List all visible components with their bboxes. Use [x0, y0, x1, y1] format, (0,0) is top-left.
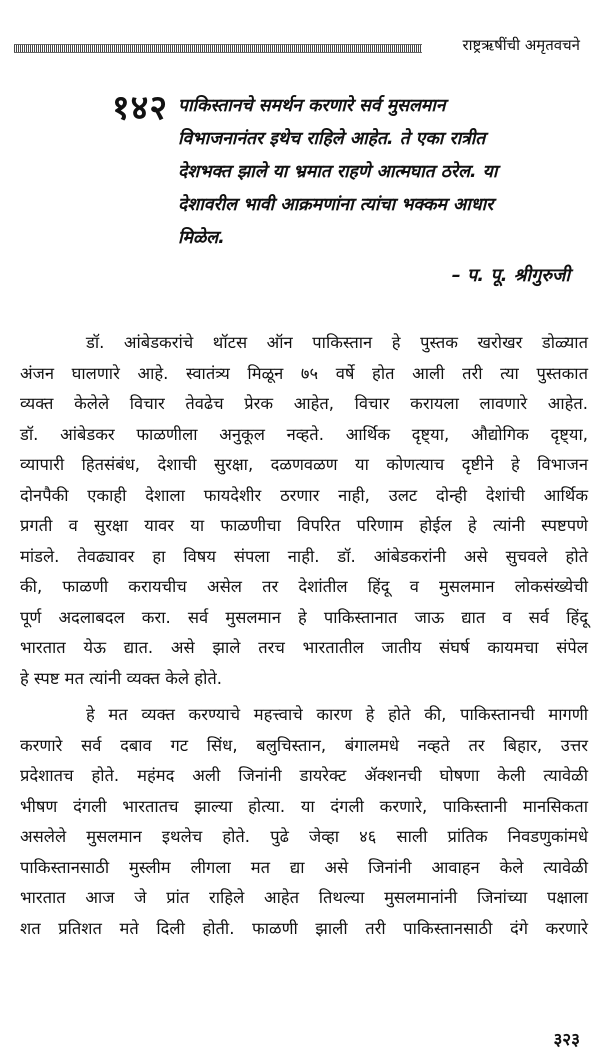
text-line: डॉ. आंबेडकर फाळणीला अनुकूल नव्हते. आर्थिक दृष्ट्या, औद्योगिक दृष्ट्या, — [20, 424, 588, 444]
text-line: अंजन घालणारे आहे. स्वातंत्र्य मिळून ७५ वर्षे होत आली तरी त्या पुस्तकात — [20, 363, 588, 383]
running-title: राष्ट्रऋषींची अमृतवचने — [462, 36, 580, 54]
text-line: पाकिस्तानसाठी मुस्लीम लीगला मत द्या असे जिनांनी आवाहन केले त्यावेळी — [20, 857, 588, 877]
quote-line: मिळेल. — [178, 228, 225, 248]
body-text — [20, 328, 588, 950]
text-line: हे मत व्यक्त करण्याचे महत्त्वाचे कारण हे होते की, पाकिस्तानची मागणी — [86, 705, 588, 724]
page-number: ३२३ — [553, 1030, 580, 1050]
text-line: करणारे सर्व दबाव गट सिंध, बलुचिस्तान, बंगालमधे नव्हते तर बिहार, उत्तर — [20, 735, 588, 755]
text-line: भीषण दंगली भारतातच झाल्या होत्या. या दंगली करणारे, पाकिस्तानी मानसिकता — [20, 796, 588, 816]
quote-line: देशावरील भावी आक्रमणांना त्यांचा भक्कम आधार — [178, 195, 494, 215]
quote-line: देशभक्त झाले या भ्रमात राहणे आत्मघात ठरेल. या — [178, 162, 498, 182]
text-line: व्यक्त केलेले विचार तेवढेच प्रेरक आहेत, विचार करायला लावणारे आहेत. — [20, 394, 588, 413]
quote-line: पाकिस्तानचे समर्थन करणारे सर्व मुसलमान — [178, 96, 446, 116]
text-line: शत प्रतिशत मते दिली होती. फाळणी झाली तरी पाकिस्तानसाठी दंगे करणारे — [20, 918, 588, 938]
text-line: की, फाळणी करायचीच असेल तर देशांतील हिंदू व मुसलमान लोकसंख्येची — [20, 577, 588, 596]
text-line: व्यापारी हितसंबंध, देशाची सुरक्षा, दळणवळण या कोणत्याच दृष्टीने हे विभाजन — [20, 455, 588, 474]
text-line: भारतात आज जे प्रांत राहिले आहेत तिथल्या मुसलमानांनी जिनांच्या पक्षाला — [20, 888, 588, 907]
text-line: मांडले. तेवढ्यावर हा विषय संपला नाही. डॉ. आंबेडकरांनी असे सुचवले होते — [20, 546, 588, 566]
text-line: असलेले मुसलमान इथलेच होते. पुढे जेव्हा ४६ साली प्रांतिक निवडणुकांमधे — [20, 827, 588, 846]
text-line: हे स्पष्ट मत त्यांनी व्यक्त केले होते. — [20, 668, 222, 688]
quote-number: १४२ — [112, 88, 169, 128]
text-line: प्रदेशातच होते. महंमद अली जिनांनी डायरेक्ट ॲक्शनची घोषणा केली त्यावेळी — [20, 766, 588, 785]
quote-block — [178, 90, 590, 255]
paragraph-1 — [20, 328, 588, 694]
text-line: प्रगती व सुरक्षा यावर या फाळणीचा विपरित परिणाम होईल हे त्यांनी स्पष्टपणे — [20, 516, 588, 535]
paragraph-2 — [20, 700, 588, 944]
quote-attribution: – प. पू. श्रीगुरुजी — [451, 265, 570, 286]
header-rule — [14, 44, 422, 53]
text-line: दोनपैकी एकाही देशाला फायदेशीर ठरणार नाही, उलट दोन्ही देशांची आर्थिक — [20, 485, 588, 505]
text-line: पूर्ण अदलाबदल करा. सर्व मुसलमान हे पाकिस्तानात जाऊ द्यात व सर्व हिंदू — [20, 607, 588, 627]
text-line: भारतात येऊ द्यात. असे झाले तरच भारतातील जातीय संघर्ष कायमचा संपेल — [20, 638, 588, 657]
text-line: डॉ. आंबेडकरांचे थॉटस ऑन पाकिस्तान हे पुस्तक खरोखर डोळ्यात — [86, 333, 588, 352]
quote-line: विभाजनानंतर इथेच राहिले आहेत. ते एका रात्रीत — [178, 129, 486, 149]
